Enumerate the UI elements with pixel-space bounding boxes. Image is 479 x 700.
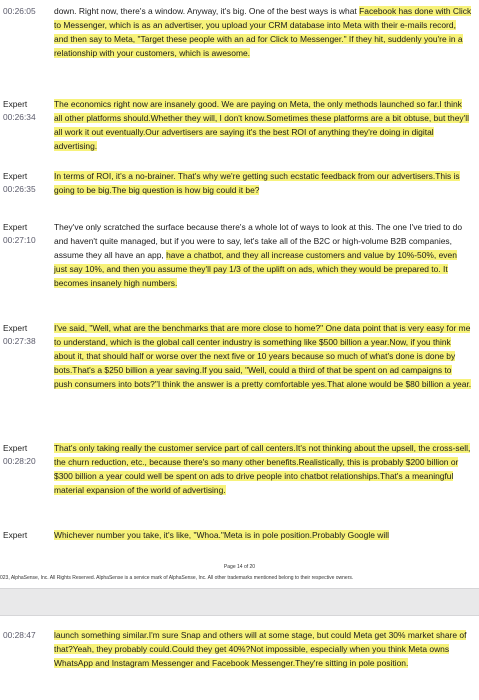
highlighted-text: launch something similar.I'm sure Snap and others will at some stage, but could Meta get 30% market share of that?Yeah, they probably could.Could they get 40%?Not impossible, especially when you think Meta owns WhatsApp and Instagram Messenger and Facebook Messenger.They're sitting in pole position. bbox=[54, 630, 467, 668]
entry-timestamp: 00:28:47 bbox=[3, 630, 36, 640]
entry-speaker: Expert bbox=[3, 443, 28, 453]
entry-timestamp: 00:28:20 bbox=[3, 456, 36, 466]
plain-text: down. Right now, there's a window. Anyway, it's big. One of the best ways is what bbox=[54, 6, 360, 16]
entry-speaker: Expert bbox=[3, 99, 28, 109]
highlighted-text: In terms of ROI, it's a no-brainer. That's why we're getting such ecstatic feedback from our advertisers.This is going to be big.The big question is how big could it be? bbox=[54, 171, 460, 195]
entry-timestamp: 00:26:34 bbox=[3, 112, 36, 122]
page-number: Page 14 of 20 bbox=[223, 564, 256, 570]
footer-copyright: 023, AlphaSense, Inc. All Rights Reserved. AlphaSense is a service mark of AlphaSense, Inc. All other trademarks mentioned belong to their respective owners. bbox=[0, 575, 354, 581]
entry-timestamp: 00:27:38 bbox=[3, 336, 36, 346]
entry-timestamp: 00:27:10 bbox=[3, 235, 36, 245]
highlighted-text: Facebook has done with Click to Messenger, which is as an advertiser, you upload your CRM database into Meta with their e-mails record, and then say to Meta, "Target these people with an ad for Click to Messenger." If they hit, suddenly you're in a relationship with your customers, which is awesome. bbox=[54, 6, 472, 58]
entry-speaker: Expert bbox=[3, 222, 28, 232]
entry-text bbox=[54, 169, 472, 197]
highlighted-text: Whichever number you take, it's like, "Whoa."Meta is in pole position.Probably Google will bbox=[54, 530, 389, 540]
plain-text: They've only scratched the surface because there's a whole lot of ways to look at this. The one I've tried to do and haven't quite managed, but if you were to say, let's take all of the B2C or high-volume B2B companies, assume they all have an app, bbox=[54, 222, 463, 260]
entry-text bbox=[54, 441, 472, 497]
entry-text bbox=[54, 4, 472, 60]
page-separator bbox=[0, 588, 479, 616]
entry-speaker: Expert bbox=[3, 323, 28, 333]
highlighted-text: I've said, "Well, what are the benchmarks that are more close to home?" One data point that is very easy for me to understand, which is the global call center industry is something like $500 billion a year.Now, if you think about it, that should half or worse over the next five or 10 years because so much of what's done is done by bots.That's a $250 billion a year saving.If you said, "Well, could a third of that be spent on ad campaigns to push consumers into bots?"I think the answer is a pretty comfortable yes.That alone would be $80 billion a year. bbox=[54, 323, 472, 389]
entry-timestamp: 00:26:35 bbox=[3, 184, 36, 194]
entry-speaker: Expert bbox=[3, 530, 28, 540]
entry-text bbox=[54, 97, 472, 153]
entry-timestamp: 00:26:05 bbox=[3, 6, 36, 16]
highlighted-text: The economics right now are insanely good. We are paying on Meta, the only methods launched so far.I think all other platforms should.Whether they will, I don't know.Sometimes these platforms are a bit obtuse, but they'll all work it out eventually.Our advertisers are saying it's the best ROI of anything they're doing in digital advertising. bbox=[54, 99, 469, 151]
entry-speaker: Expert bbox=[3, 171, 28, 181]
highlighted-text: have a chatbot, and they all increase customers and value by 10%-50%, even just say 10%, and then you assume they'll pay 1/3 of the uplift on ads, which they would be prepared to. It becomes insanely high numbers. bbox=[54, 250, 457, 288]
highlighted-text: That's only taking really the customer service part of call centers.It's not thinking about the upsell, the cross-sell, the churn reduction, etc., because there's so many other benefits.Realistically, this is probably $200 billion or $300 billion a year could well be spent on ads to drive people into chatbot relationships.That's a meaningful material expansion of the world of advertising. bbox=[54, 443, 471, 495]
entry-text bbox=[54, 220, 472, 290]
entry-text bbox=[54, 628, 472, 670]
entry-text bbox=[54, 528, 472, 542]
entry-text bbox=[54, 321, 472, 391]
